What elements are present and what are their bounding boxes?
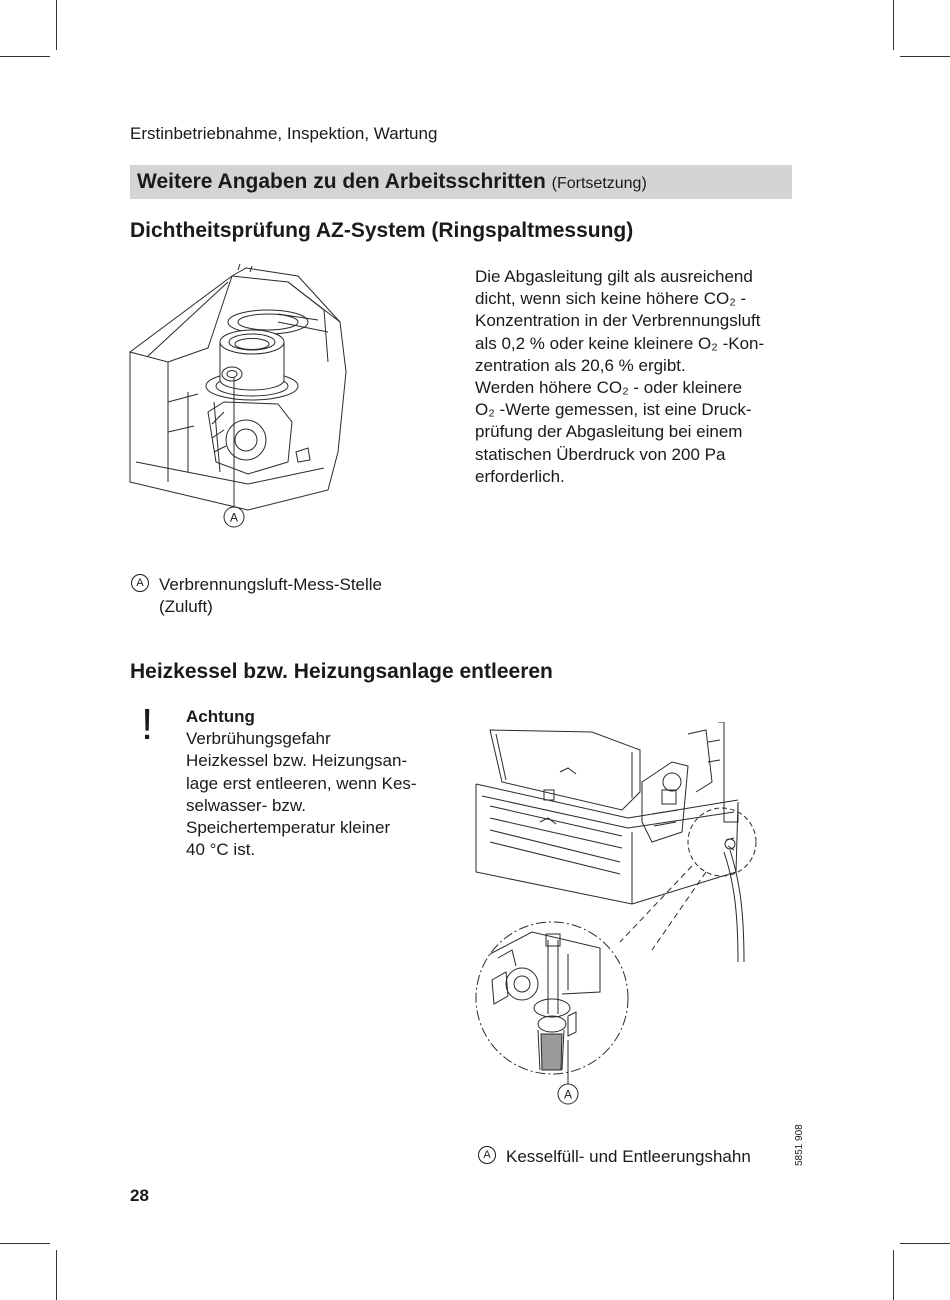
section-band-continuation: (Fortsetzung) (551, 175, 647, 192)
legend-text: Kesselfüll- und Entleerungshahn (506, 1147, 751, 1166)
warning-line: selwasser- bzw. (186, 795, 306, 815)
warning-line: 40 °C ist. (186, 840, 256, 860)
warning-title: Achtung (186, 707, 255, 726)
section2-legend (478, 1146, 751, 1168)
crop-mark (0, 56, 50, 57)
warning-line: Verbrühungsgefahr (186, 729, 331, 749)
flue-connection-figure (128, 262, 353, 534)
section1-line: O₂ -Werte gemessen, ist eine Druck- (475, 400, 752, 420)
section1-line: als 0,2 % oder keine kleinere O₂ -Kon- (475, 333, 765, 353)
section2-heading: Heizkessel bzw. Heizungsanlage entleeren (130, 660, 553, 683)
legend-text: Verbrennungsluft-Mess-Stelle (159, 575, 383, 594)
page-number: 28 (130, 1186, 149, 1205)
crop-mark (900, 56, 950, 57)
section-band-title-text: Weitere Angaben zu den Arbeitsschritten (137, 170, 546, 193)
section-band-title (137, 170, 647, 194)
section-band (130, 165, 792, 199)
section1-line: statischen Überdruck von 200 Pa (475, 444, 726, 464)
section1-body (475, 266, 764, 488)
section1-heading: Dichtheitsprüfung AZ-System (Ringspaltmessung) (130, 219, 634, 242)
legend-text: (Zuluft) (159, 597, 213, 616)
crop-mark (900, 1243, 950, 1244)
warning-block (186, 706, 417, 861)
figure1-callout: A (229, 510, 239, 525)
figure2-callout: A (563, 1087, 573, 1102)
warning-icon: ! (141, 700, 154, 749)
section1-line: Die Abgasleitung gilt als ausreichend (475, 267, 753, 286)
warning-line: Speichertemperatur kleiner (186, 818, 391, 838)
running-head: Erstinbetriebnahme, Inspektion, Wartung (130, 124, 438, 143)
section1-line: prüfung der Abgasleitung bei einem (475, 422, 743, 442)
section1-line: Werden höhere CO₂ - oder kleinere (475, 378, 743, 398)
warning-line: lage erst entleeren, wenn Kes- (186, 773, 417, 793)
document-number: 5851 908 (794, 1124, 805, 1166)
section1-legend (131, 574, 382, 618)
warning-line: Heizkessel bzw. Heizungsan- (186, 751, 408, 771)
section1-line: Konzentration in der Verbrennungsluft (475, 311, 761, 331)
legend-key-badge: A (131, 574, 149, 592)
section1-line: dicht, wenn sich keine höhere CO₂ - (475, 289, 747, 309)
boiler-drain-figure (472, 722, 762, 1107)
section1-line: zentration als 20,6 % ergibt. (475, 355, 686, 375)
crop-mark (0, 1243, 50, 1244)
section1-line: erforderlich. (475, 466, 565, 486)
crop-mark (56, 1250, 57, 1300)
crop-mark (56, 0, 57, 50)
legend-key-badge: A (478, 1146, 496, 1164)
crop-mark (893, 1250, 894, 1300)
crop-mark (893, 0, 894, 50)
